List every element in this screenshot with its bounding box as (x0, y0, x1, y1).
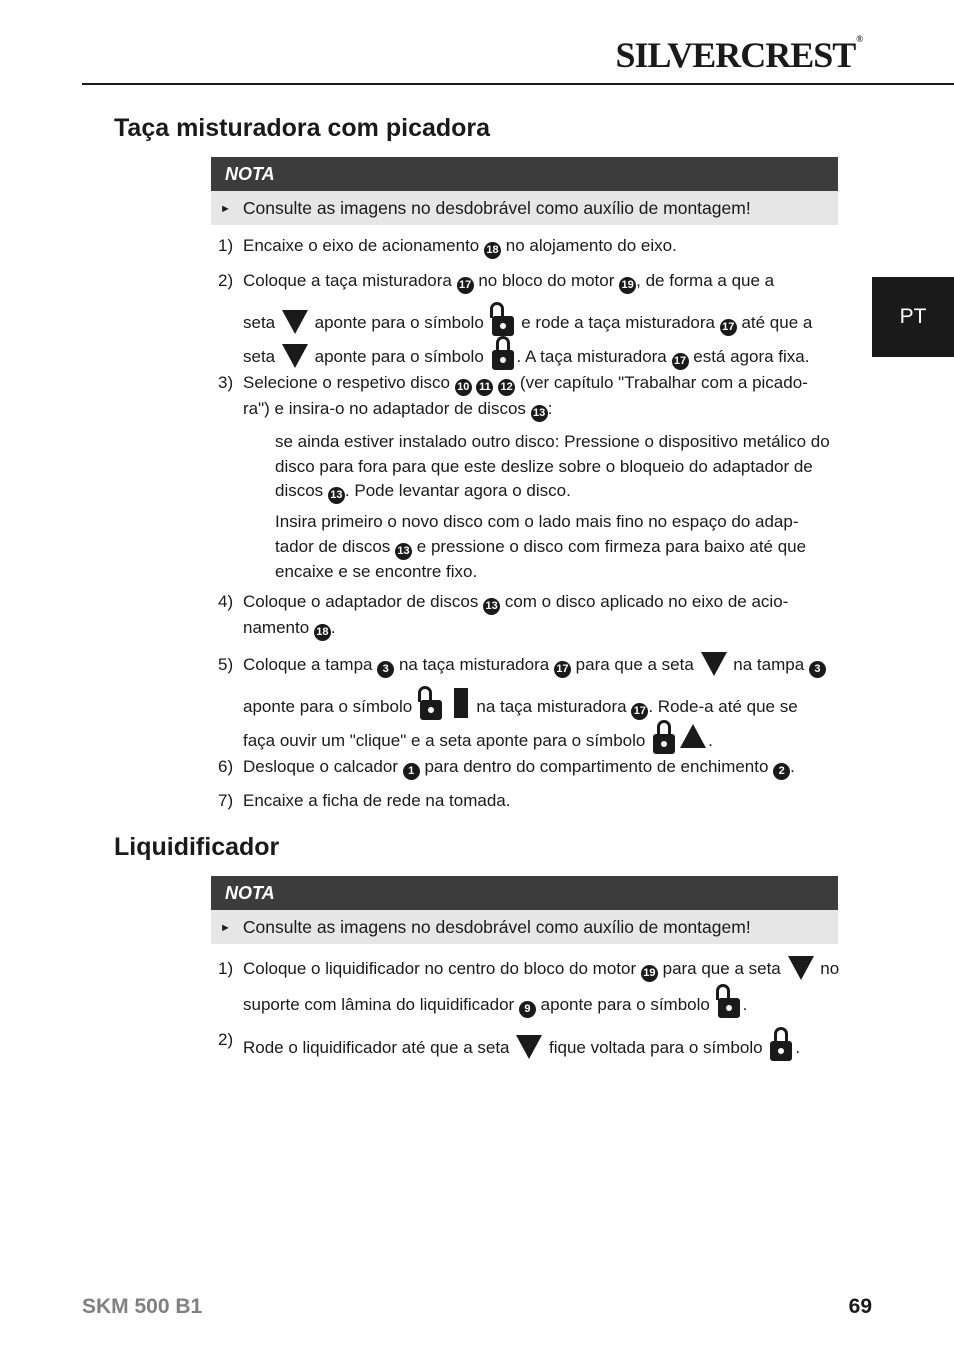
callout-badge: 2 (773, 763, 790, 780)
arrow-down-icon (282, 344, 308, 368)
arrow-down-icon (788, 956, 814, 980)
nota-header: NOTA (211, 876, 838, 910)
callout-badge: 1 (403, 763, 420, 780)
callout-badge: 17 (672, 353, 689, 370)
section-title-chopper: Taça misturadora com picadora (114, 114, 491, 142)
pointer-arrow-icon: ► (220, 203, 231, 215)
step-3-note-new-disc: Insira primeiro o novo disco com o lado mais fino no espaço do adap-tador de discos 13 e pressione o disco com firmeza para baixo até que encaixe e se encontre fixo. (275, 512, 807, 581)
section-title-blender: Liquidificador (114, 833, 280, 861)
callout-badge: 18 (484, 242, 501, 259)
locked-padlock-icon (653, 720, 675, 754)
footer-model: SKM 500 B1 (82, 1295, 203, 1318)
step-5: 5) Coloque a tampa 3 na taça misturadora 17 para que a seta na tampa 3 aponte para o símbolo na taça misturadora 17 . Rode-a até que se faça ouvir um "clique" e a seta aponte para o símbolo . (218, 652, 840, 752)
callout-badge: 17 (720, 319, 737, 336)
pointer-arrow-icon: ► (220, 922, 231, 934)
callout-badge: 12 (498, 379, 515, 396)
nota-header: NOTA (211, 157, 838, 191)
page-number: 69 (848, 1295, 872, 1318)
language-tab: PT (872, 277, 954, 357)
callout-badge: 17 (554, 661, 571, 678)
callout-badge: 3 (809, 661, 826, 678)
nota-body: ► Consulte as imagens no desdobrável como auxílio de montagem! (211, 191, 838, 225)
arrow-down-icon (516, 1035, 542, 1059)
callout-badge: 13 (395, 543, 412, 560)
nota-body: ► Consulte as imagens no desdobrável como auxílio de montagem! (211, 910, 838, 944)
callout-badge: 11 (476, 379, 493, 396)
callout-badge: 3 (377, 661, 394, 678)
brand-logo: SILVERCREST® (615, 34, 862, 75)
callout-badge: 13 (328, 487, 345, 504)
locked-padlock-icon (770, 1027, 792, 1061)
arrow-down-icon (701, 652, 727, 676)
callout-badge: 17 (631, 703, 648, 720)
callout-badge: 13 (483, 598, 500, 615)
step-2: 2) Coloque a taça misturadora 17 no bloco do motor 19 , de forma a que a seta aponte para o símbolo e rode a taça misturadora 17 até que a seta aponte para o símbolo . A taça misturadora 17 está agora fixa. (218, 268, 840, 368)
arrow-up-icon (680, 724, 706, 748)
callout-badge: 19 (619, 277, 636, 294)
unlocked-padlock-icon (718, 984, 740, 1018)
callout-badge: 19 (641, 965, 658, 982)
alignment-mark-icon (454, 688, 468, 718)
callout-badge: 18 (314, 624, 331, 641)
callout-badge: 9 (519, 1001, 536, 1018)
callout-badge: 10 (455, 379, 472, 396)
callout-badge: 17 (457, 277, 474, 294)
unlocked-padlock-icon (420, 686, 442, 720)
header-rule (82, 83, 954, 85)
blender-step-1: 1) Coloque o liquidificador no centro do bloco do motor 19 para que a seta no suporte com lâmina do liquidificador 9 aponte para o símbolo . (218, 956, 840, 1016)
unlocked-padlock-icon (492, 302, 514, 336)
arrow-down-icon (282, 310, 308, 334)
locked-padlock-icon (492, 336, 514, 370)
step-3-note-existing-disc: se ainda estiver instalado outro disco: Pressione o dispositivo metálico do disco para fora para que este deslize sobre o bloqueio do adaptador de discos 13 . Pode levantar agora o disco. (275, 430, 837, 504)
callout-badge: 13 (531, 405, 548, 422)
